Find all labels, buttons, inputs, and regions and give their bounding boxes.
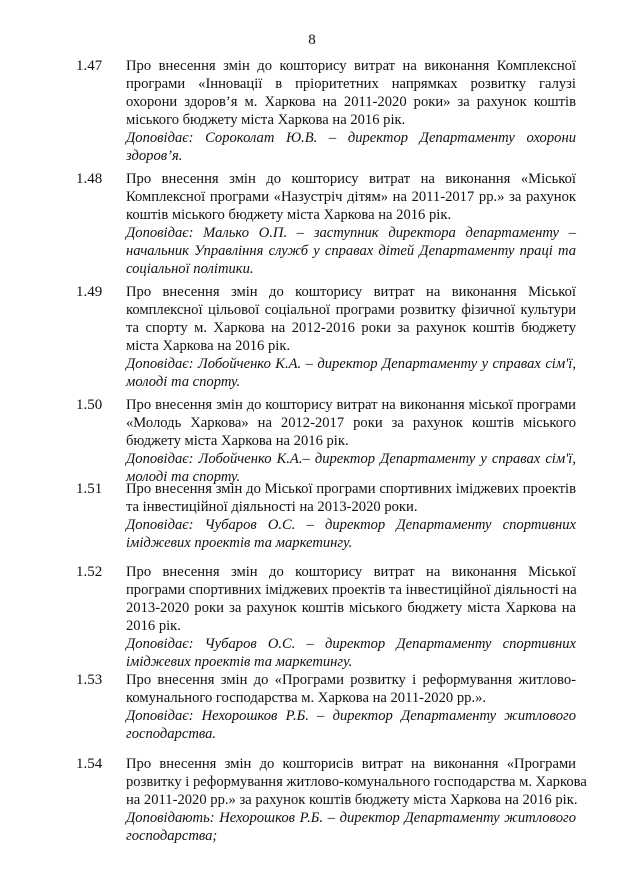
item-number: 1.53	[76, 672, 103, 688]
item-title-line: розвитку і реформування житлово-комунального господарства м. Харкова	[126, 774, 587, 790]
item-title-line: Про внесення змін до кошторису витрат на виконання міської програми	[126, 397, 576, 413]
item-title-line: Про внесення змін до кошторису витрат на виконання Міської	[126, 564, 576, 580]
item-body	[126, 283, 576, 391]
item-title-line: програми спортивних іміджевих проектів та інвестиційної діяльності на	[126, 582, 577, 598]
item-number: 1.51	[76, 481, 103, 497]
item-title-line: Про внесення змін до «Програми розвитку і реформування житлово-	[126, 672, 576, 688]
item-title-line: Про внесення змін до кошторису витрат на виконання «Міської	[126, 171, 576, 187]
item-number: 1.54	[76, 756, 103, 772]
item-body	[126, 563, 576, 671]
item-title-line: Про внесення змін до кошторису витрат на виконання Комплексної	[126, 58, 576, 74]
item-speaker-line: молоді та спорту.	[126, 374, 241, 390]
item-speaker-line: Доповідають: Нехорошков Р.Б. – директор Департаменту житлового	[126, 810, 576, 826]
item-body	[126, 755, 587, 845]
item-title-line: Комплексної програми «Назустріч дітям» на 2011-2017 рр.» за рахунок	[126, 189, 576, 205]
item-title-line: та спорту м. Харкова на 2012-2016 роки за рахунок коштів бюджету	[126, 320, 576, 336]
item-title-line: комплексної цільової соціальної програми розвитку фізичної культури	[126, 302, 576, 318]
page-number: 8	[308, 32, 316, 48]
item-title-line: міста Харкова на 2016 рік.	[126, 338, 291, 354]
item-body	[126, 170, 576, 278]
item-title-line: «Молодь Харкова» на 2012-2017 роки за рахунок коштів міського	[126, 415, 576, 431]
item-speaker-line: Доповідає: Лобойченко К.А. – директор Департаменту у справах сім'ї,	[126, 356, 576, 372]
item-speaker-line: начальник Управління служб у справах дітей Департаменту праці та	[126, 243, 576, 259]
item-title-line: охорони здоров’я м. Харкова на 2011-2020 роки» за рахунок коштів	[126, 94, 576, 110]
item-speaker-line: Доповідає: Чубаров О.С. – директор Департаменту спортивних	[126, 517, 576, 533]
item-body	[126, 396, 576, 486]
item-speaker-line: господарства;	[126, 828, 218, 844]
item-speaker-line: Доповідає: Малько О.П. – заступник директора департаменту –	[126, 225, 576, 241]
item-title-line: коштів міського бюджету міста Харкова на 2016 рік.	[126, 207, 452, 223]
item-number: 1.47	[76, 58, 103, 74]
item-title-line: бюджету міста Харкова на 2016 рік.	[126, 433, 349, 449]
item-body	[126, 671, 576, 743]
item-title-line: Про внесення змін до кошторису витрат на виконання Міської	[126, 284, 576, 300]
item-number: 1.49	[76, 284, 103, 300]
item-title-line: 2013-2020 роки за рахунок коштів міського бюджету міста Харкова на	[126, 600, 576, 616]
item-speaker-line: Доповідає: Сороколат Ю.В. – директор Департаменту охорони	[126, 130, 576, 146]
item-speaker-line: іміджевих проектів та маркетингу.	[126, 654, 353, 670]
item-speaker-line: Доповідає: Нехорошков Р.Б. – директор Департаменту житлового	[126, 708, 576, 724]
item-number: 1.48	[76, 171, 103, 187]
item-number: 1.52	[76, 564, 103, 580]
item-speaker-line: соціальної політики.	[126, 261, 254, 277]
item-speaker-line: господарства.	[126, 726, 217, 742]
item-title-line: 2016 рік.	[126, 618, 181, 634]
item-number: 1.50	[76, 397, 103, 413]
item-body	[126, 480, 576, 552]
item-speaker-line: здоров’я.	[126, 148, 183, 164]
item-speaker-line: іміджевих проектів та маркетингу.	[126, 535, 353, 551]
item-title-line: програми «Інновації в пріоритетних напрямках розвитку галузі	[126, 76, 576, 92]
item-speaker-line: Доповідає: Чубаров О.С. – директор Департаменту спортивних	[126, 636, 576, 652]
item-title-line: на 2011-2020 рр.» за рахунок коштів бюджету міста Харкова на 2016 рік.	[126, 792, 578, 808]
item-body	[126, 57, 576, 165]
item-speaker-line: Доповідає: Лобойченко К.А.– директор Департаменту у справах сім'ї,	[126, 451, 576, 467]
item-title-line: Про внесення змін до кошторисів витрат на виконання «Програми	[126, 756, 576, 772]
item-title-line: комунального господарства м. Харкова на 2011-2020 рр.».	[126, 690, 487, 706]
item-title-line: міського бюджету міста Харкова на 2016 рік.	[126, 112, 406, 128]
item-title-line: та інвестиційної діяльності на 2013-2020 роки.	[126, 499, 418, 515]
item-speaker-line: молоді та спорту.	[126, 469, 241, 485]
item-title-line: Про внесення змін до Міської програми спортивних іміджевих проектів	[126, 481, 576, 497]
